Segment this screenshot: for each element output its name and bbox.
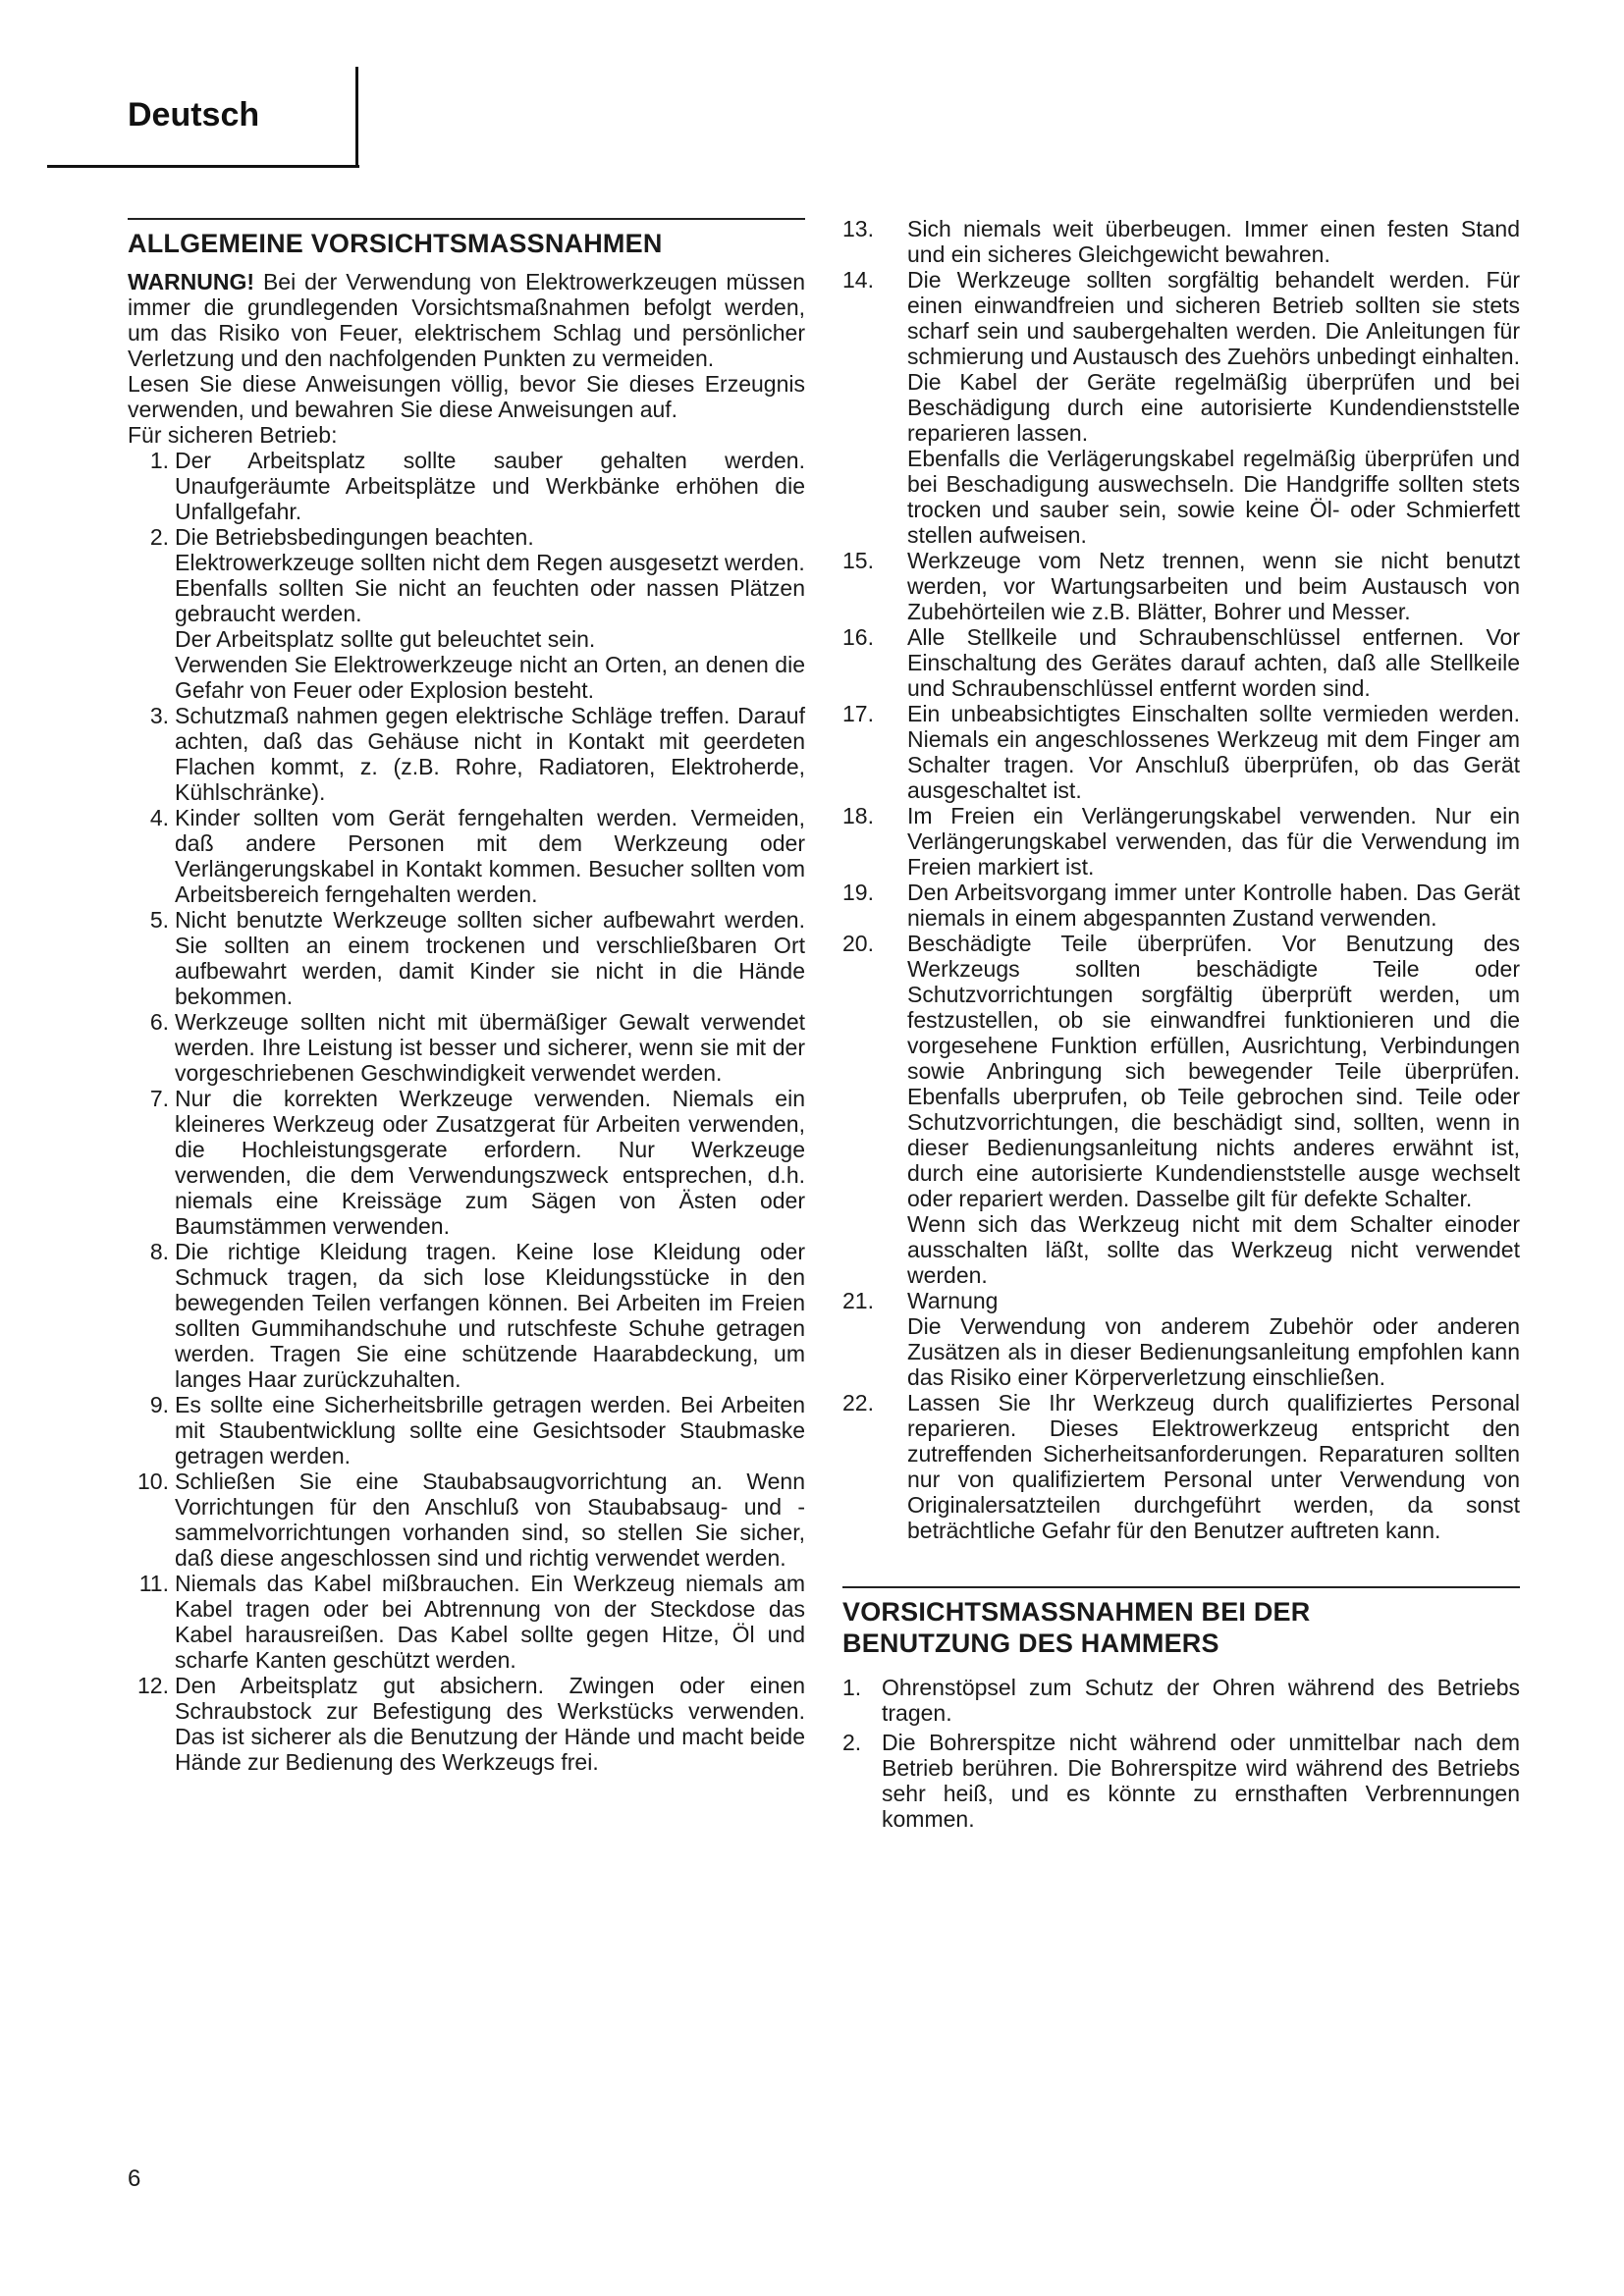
list-item: [842, 624, 1520, 701]
item-text: Alle Stellkeile und Schraubenschlüssel entfernen. Vor Einschaltung des Gerätes darauf achten, daß alle Stellkeile und Schraubenschlüssel entfernt worden sind.: [907, 624, 1520, 701]
list-item: [128, 1571, 805, 1673]
list-item: [842, 1675, 1520, 1726]
list-item: [842, 880, 1520, 931]
item-text: Lassen Sie Ihr Werkzeug durch qualifiziertes Personal reparieren. Dieses Elektrowerkzeug entspricht den zutreffenden Sicherheitsanforderungen. Reparaturen sollten nur von qualifiziertem Personal unter Verwendung von Originalersatzteilen durchgeführt werden, da sonst beträchtliche Gefahr für den Benutzer auftreten kann.: [907, 1390, 1520, 1543]
item-number: 4.: [149, 805, 169, 830]
item-number: 18.: [842, 803, 874, 828]
item-text: Ohrenstöpsel zum Schutz der Ohren während des Betriebs tragen.: [882, 1675, 1520, 1726]
section-rule: [842, 1586, 1520, 1588]
item-number: 7.: [149, 1086, 169, 1111]
item-number: 21.: [842, 1288, 874, 1313]
item-text: Ein unbeabsichtigtes Einschalten sollte vermieden werden. Niemals ein angeschlossenes Werkzeug mit dem Finger am Schalter tragen. Vor Anschluß überprüfen, ob das Gerät ausgeschaltet ist.: [907, 701, 1520, 803]
item-text: Im Freien ein Verlängerungskabel verwenden. Nur ein Verlängerungskabel verwenden, das für die Verwendung im Freien markiert ist.: [907, 803, 1520, 880]
item-number: 2.: [842, 1730, 862, 1755]
item-number: 1.: [149, 448, 169, 473]
list-item: [842, 216, 1520, 267]
item-text: Die Verwendung von anderem Zubehör oder anderen Zusätzen als in dieser Bedienungsanleitung empfohlen kann das Risiko einer Körperverletzung einschließen.: [907, 1313, 1520, 1390]
item-number: 17.: [842, 701, 874, 726]
item-text: Beschädigte Teile überprüfen. Vor Benutzung des Werkzeugs sollten beschädigte Teile oder Schutzvorrichtungen sorgfältig überprüft werden, um festzustellen, ob sie einwandfrei funktionieren und die vorgesehene Funktion erfüllen, Ausrichtung, Verbindungen sowie Anbringung sich bewegender Teile überprüfen. Ebenfalls uberprufen, ob Teile gebrochen sind. Teile oder Schutzvorrichtungen, die beschädigt sind, sollten, wenn in dieser Bedienungsanleitung nichts anderes erwähnt ist, durch eine autorisierte Kundendienststelle ausge wechselt oder repariert werden. Dasselbe gilt für defekte Schalter.: [907, 931, 1520, 1211]
list-item: [842, 1390, 1520, 1543]
item-text: Schließen Sie eine Staubabsaugvorrichtung an. Wenn Vorrichtungen für den Anschluß von Staubabsaug- und -sammelvorrichtungen vorhanden sind, so stellen Sie sicher, daß diese angeschlossen sind und richtig verwendet werden.: [175, 1468, 805, 1571]
item-text: Kinder sollten vom Gerät ferngehalten werden. Vermeiden, daß andere Personen mit dem Werkzeung oder Verlängerungskabel in Kontakt kommen. Besucher sollten vom Arbeitsbereich ferngehalten werden.: [175, 805, 805, 907]
item-number: 1.: [842, 1675, 862, 1700]
hammer-list: [842, 1675, 1520, 1832]
list-item: [842, 931, 1520, 1288]
list-item: [128, 1009, 805, 1086]
list-item: [128, 907, 805, 1009]
item-number: 3.: [149, 703, 169, 728]
item-text: Schutzmaß nahmen gegen elektrische Schläge treffen. Darauf achten, daß das Gehäuse nicht in Kontakt mit geerdeten Flachen kommt, z. (z.B. Rohre, Radiatoren, Elektroherde, Kühlschränke).: [175, 703, 805, 805]
item-number: 19.: [842, 880, 874, 905]
item-text: Die richtige Kleidung tragen. Keine lose Kleidung oder Schmuck tragen, da sich lose Kleidungsstücke in den bewegenden Teilen verfangen können. Bei Arbeiten im Freien sollten Gummihandschuhe und rutschfeste Schuhe getragen werden. Tragen Sie eine schützende Haarabdeckung, um langes Haar zurückzuhalten.: [175, 1239, 805, 1392]
item-number: 10.: [137, 1468, 169, 1494]
section-rule: [128, 218, 805, 220]
list-item: [128, 1239, 805, 1392]
list-item: [842, 1288, 1520, 1390]
heading-line-2: BENUTZUNG DES HAMMERS: [842, 1629, 1219, 1658]
section-heading-hammer: [842, 1596, 1520, 1659]
item-text: Der Arbeitsplatz sollte sauber gehalten werden. Unaufgeräumte Arbeitsplätze und Werkbänke erhöhen die Unfallgefahr.: [175, 448, 805, 524]
list-item: [128, 1673, 805, 1775]
language-tab: Deutsch: [128, 96, 260, 133]
item-number: 5.: [149, 907, 169, 933]
item-text: Warnung: [907, 1288, 999, 1313]
item-text: Die Betriebsbedingungen beachten.: [175, 524, 534, 550]
read-instructions-paragraph: Lesen Sie diese Anweisungen völlig, bevor Sie dieses Erzeugnis verwenden, und bewahren Sie diese Anweisungen auf.: [128, 371, 805, 422]
right-column: [842, 216, 1520, 1836]
list-item: [128, 524, 805, 703]
list-item: [128, 1468, 805, 1571]
item-number: 16.: [842, 624, 874, 650]
item-text: Ebenfalls die Verlägerungskabel regelmäßig überprüfen und bei Beschadigung auswechseln. Die Handgriffe sollten stets trocken und sauber sein, sowie keine Öl- oder Schmierfett stellen aufweisen.: [907, 446, 1520, 548]
safety-list-left: [128, 448, 805, 1775]
item-text: Es sollte eine Sicherheitsbrille getragen werden. Bei Arbeiten mit Staubentwicklung sollte eine Gesichtsoder Staubmaske getragen werden.: [175, 1392, 805, 1468]
tab-divider: [355, 67, 358, 168]
list-item: [128, 805, 805, 907]
item-text: Den Arbeitsplatz gut absichern. Zwingen oder einen Schraubstock zur Befestigung des Werkstücks verwenden. Das ist sicherer als die Benutzung der Hände und macht beide Hände zur Bedienung des Werkzeugs frei.: [175, 1673, 805, 1775]
warning-paragraph: [128, 269, 805, 371]
item-text: Die Werkzeuge sollten sorgfältig behandelt werden. Für einen einwandfreien und sicheren Betrieb sollten sie stets scharf sein und saubergehalten werden. Die Anleitungen für schmierung und Austausch des Zuehörs unbedingt einhalten. Die Kabel der Geräte regelmäßig überprüfen und bei Beschädigung durch eine autorisierte Kundendienststelle reparieren lassen.: [907, 267, 1520, 446]
list-item: [842, 1730, 1520, 1832]
warning-label: WARNUNG!: [128, 269, 255, 294]
item-text: Nur die korrekten Werkzeuge verwenden. Niemals ein kleineres Werkzeug oder Zusatzgerat für Arbeiten verwenden, die Hochleistungsgerate erfordern. Nur Werkzeuge verwenden, die dem Verwendungszweck entsprechen, d.h. niemals eine Kreissäge zum Sägen von Ästen oder Baumstämmen verwenden.: [175, 1086, 805, 1239]
hammer-section: [842, 1586, 1520, 1832]
item-number: 9.: [149, 1392, 169, 1417]
item-number: 20.: [842, 931, 874, 956]
item-number: 12.: [137, 1673, 169, 1698]
list-item: [128, 1392, 805, 1468]
item-text: Verwenden Sie Elektrowerkzeuge nicht an Orten, an denen die Gefahr von Feuer oder Explosion besteht.: [175, 652, 805, 703]
list-item: [128, 448, 805, 524]
safe-operation-label: Für sicheren Betrieb:: [128, 422, 338, 448]
item-text: Den Arbeitsvorgang immer unter Kontrolle haben. Das Gerät niemals in einem abgespannten Zustand verwenden.: [907, 880, 1520, 931]
item-number: 22.: [842, 1390, 874, 1415]
safety-list-right: [842, 216, 1520, 1543]
item-text: Sich niemals weit überbeugen. Immer einen festen Stand und ein sicheres Gleichgewicht bewahren.: [907, 216, 1520, 267]
item-text: Elektrowerkzeuge sollten nicht dem Regen ausgesetzt werden.: [175, 550, 805, 575]
item-text: Werkzeuge vom Netz trennen, wenn sie nicht benutzt werden, vor Wartungsarbeiten und beim Austausch von Zubehörteilen wie z.B. Blätter, Bohrer und Messer.: [907, 548, 1520, 624]
list-item: [842, 548, 1520, 624]
tab-underline: [47, 165, 359, 168]
item-number: 11.: [138, 1571, 169, 1596]
section-heading-general: ALLGEMEINE VORSICHTSMASSNAHMEN: [128, 229, 663, 258]
item-number: 14.: [842, 267, 874, 293]
list-item: [128, 703, 805, 805]
item-text: Wenn sich das Werkzeug nicht mit dem Schalter einoder ausschalten läßt, sollte das Werkzeug nicht verwendet werden.: [907, 1211, 1520, 1288]
left-column: [128, 218, 805, 1775]
list-item: [842, 267, 1520, 548]
item-number: 13.: [842, 216, 874, 241]
warning-text: Bei der Verwendung von Elektrowerkzeugen müssen immer die grundlegenden Vorsichtsmaßnahmen befolgt werden, um das Risiko von Feuer, elektrischem Schlag und persönlicher Verletzung und den nachfolgenden Punkten zu vermeiden.: [128, 269, 805, 371]
item-text: Niemals das Kabel mißbrauchen. Ein Werkzeug niemals am Kabel tragen oder bei Abtrennung von der Steckdose das Kabel harausreißen. Das Kabel sollte gegen Hitze, Öl und scharfe Kanten geschützt werden.: [175, 1571, 805, 1673]
item-number: 6.: [149, 1009, 169, 1035]
item-text: Nicht benutzte Werkzeuge sollten sicher aufbewahrt werden. Sie sollten an einem trockenen und verschließbaren Ort aufbewahrt werden, damit Kinder sie nicht in die Hände bekommen.: [175, 907, 805, 1009]
item-text: Ebenfalls sollten Sie nicht an feuchten oder nassen Plätzen gebraucht werden.: [175, 575, 805, 626]
list-item: [842, 803, 1520, 880]
item-number: 8.: [149, 1239, 169, 1264]
heading-line-1: VORSICHTSMASSNAHMEN BEI DER: [842, 1597, 1311, 1627]
item-text: Der Arbeitsplatz sollte gut beleuchtet sein.: [175, 626, 596, 652]
item-number: 15.: [842, 548, 874, 573]
item-number: 2.: [149, 524, 169, 550]
list-item: [128, 1086, 805, 1239]
item-text: Die Bohrerspitze nicht während oder unmittelbar nach dem Betrieb berühren. Die Bohrerspitze wird während des Betriebs sehr heiß, und es könnte zu ernsthaften Verbrennungen kommen.: [882, 1730, 1520, 1832]
item-text: Werkzeuge sollten nicht mit übermäßiger Gewalt verwendet werden. Ihre Leistung ist besser und sicherer, wenn sie mit der vorgeschriebenen Geschwindigkeit verwendet werden.: [175, 1009, 805, 1086]
list-item: [842, 701, 1520, 803]
page-number: 6: [128, 2165, 141, 2192]
